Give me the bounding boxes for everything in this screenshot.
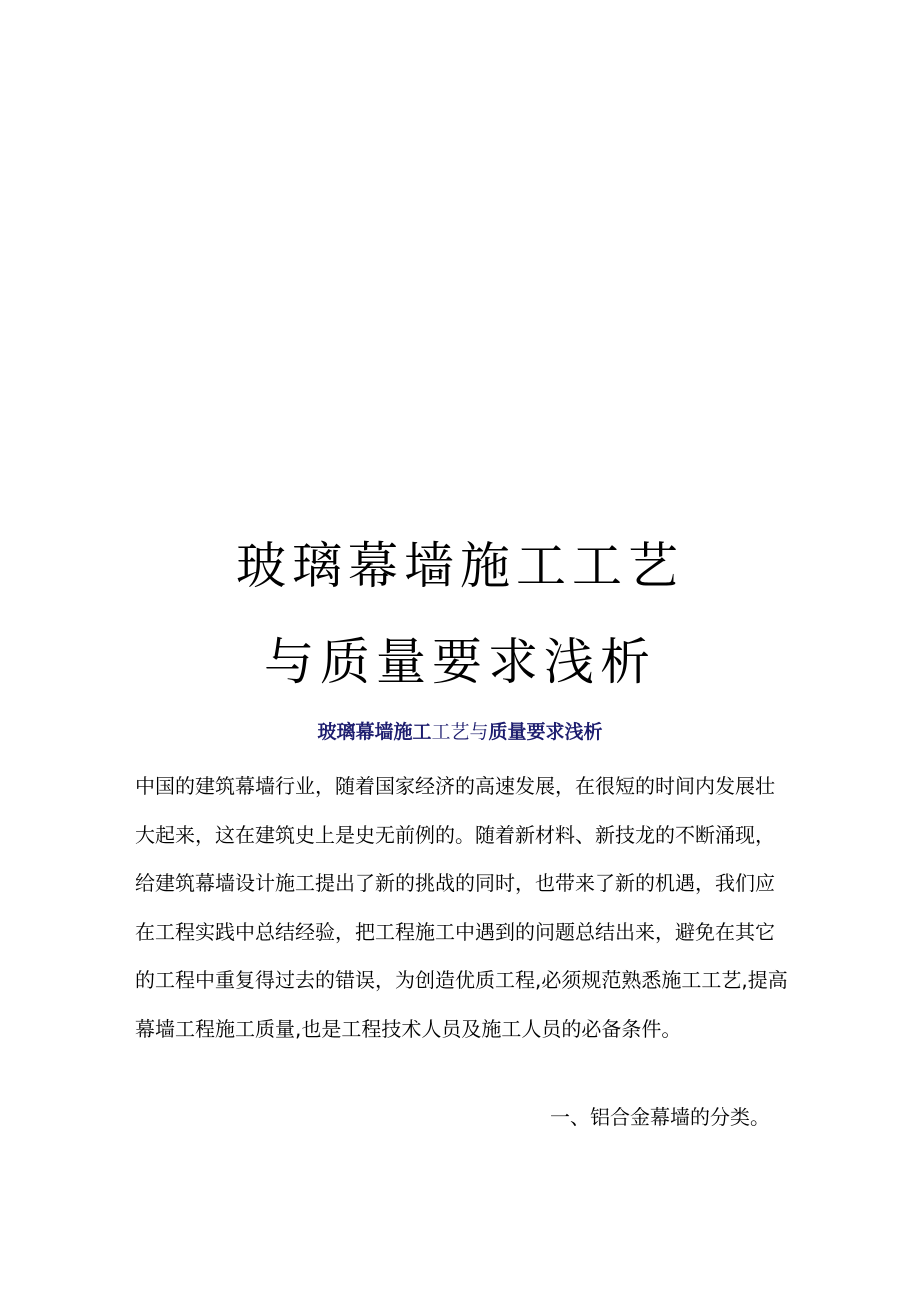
document-subtitle bbox=[0, 720, 920, 744]
paragraph-line: 大起来，这在建筑史上是史无前例的。随着新材料、新技龙的不断涌现， bbox=[135, 822, 775, 847]
subtitle-part-3: 质量要求浅析 bbox=[488, 721, 603, 743]
paragraph-line: 给建筑幕墙设计施工提出了新的挑战的同时，也带来了新的机遇，我们应 bbox=[135, 871, 775, 895]
cover-title-line-1: 玻璃幕墙施工工艺 bbox=[236, 537, 684, 595]
paragraph-line: 的工程中重复得过去的错误，为创造优质工程,必须规范熟悉施工工艺,提高 bbox=[135, 968, 788, 992]
paragraph-line: 幕墙工程施工质量,也是工程技术人员及施工人员的必备条件。 bbox=[135, 1016, 682, 1041]
paragraph-line: 中国的建筑幕墙行业，随着国家经济的高速发展，在很短的时间内发展壮 bbox=[135, 774, 775, 798]
intro-paragraph bbox=[135, 762, 795, 1053]
subtitle-part-1: 玻璃幕墙施工 bbox=[317, 721, 432, 743]
cover-title-line-2: 与质量要求浅析 bbox=[264, 633, 656, 691]
paragraph-line: 在工程实践中总结经验，把工程施工中遇到的问题总结出来，避免在其它 bbox=[135, 919, 775, 944]
subtitle-part-2: 工艺与 bbox=[431, 721, 489, 743]
section-heading: 一、铝合金幕墙的分类。 bbox=[550, 1105, 770, 1129]
